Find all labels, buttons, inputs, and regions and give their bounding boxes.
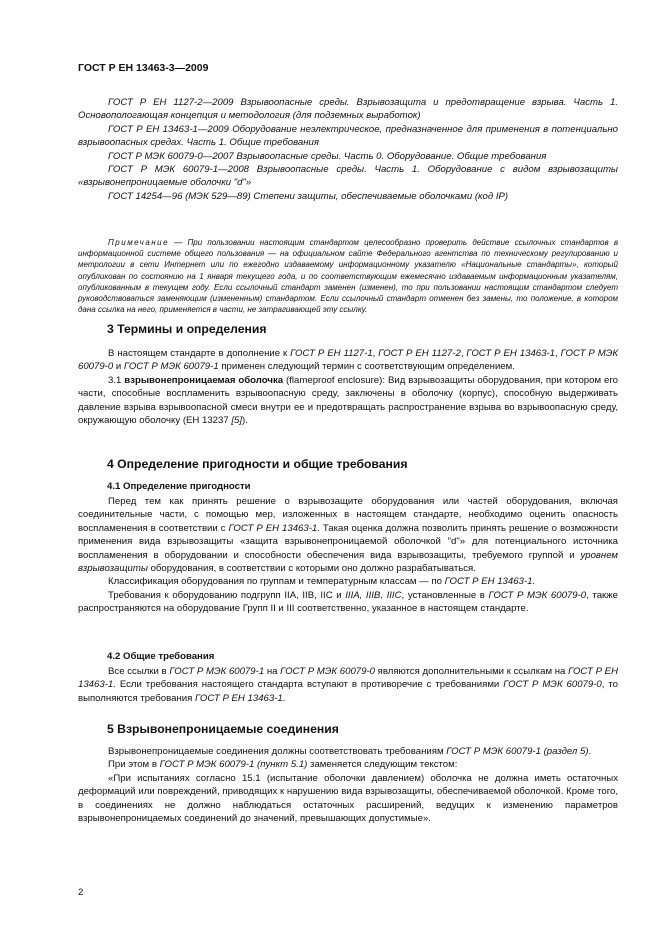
paragraph: Требования к оборудованию подгрупп IIA, IIB, IIC и IIIA, IIIB, IIIC, установленные в ГОСТ Р МЭК 60079-0, также распространяются на оборудование Групп II и III соответственно, указанное в настоящем стандарте. [78, 589, 618, 615]
standard-reference: ГОСТ Р ЕН 13463-1 [194, 692, 283, 704]
subgroup-list: IIIA, IIIB, IIIC [345, 589, 402, 601]
paragraph: Перед тем как принять решение о взрывозащите оборудования или частей оборудования, включая соединительные части, с помощью мер, изложенных в настоящем стандарте, необходимо оценить опасность воспламенения в соответствии с ГОСТ Р ЕН 13463-1. Такая оценка должна позволить принять решение о возможности применения вида взрывозащиты «защита взрывонепроницаемой оболочкой "d"» для потенциального источника воспламенения в оборудовании и способности обеспечения вида взрывозащиты, требуемого группой и уровнем взрывозащиты оборудования, в соответствии с которыми оно должно разрабатываться. [78, 496, 619, 575]
standard-reference: ГОСТ Р МЭК 60079-0 [488, 589, 587, 601]
paragraph: Все ссылки в ГОСТ Р МЭК 60079-1 на ГОСТ Р МЭК 60079-0 являются дополнительными к ссылкам на ГОСТ Р ЕН 13463-1. Если требования настоящего стандарта вступают в противоречие с требованиями ГОСТ Р МЭК 60079-0, то выполняются требования ГОСТ Р ЕН 13463-1. [78, 666, 618, 704]
reference-item: ГОСТ Р МЭК 60079-0—2007 Взрывоопасные среды. Часть 0. Оборудование. Общие требования [108, 150, 547, 162]
term-name: взрывонепроницаемая оболочка [124, 374, 284, 386]
emphasis-term: уровнем взрывозащиты [78, 549, 618, 575]
subsection-4-2-heading: 4.2 Общие требования [107, 651, 215, 662]
paragraph: Классификация оборудования по группам и температурным классам — по ГОСТ Р ЕН 13463-1. [108, 576, 536, 588]
standard-reference: ГОСТ Р ЕН 1127-1 [290, 348, 373, 359]
section-3-paragraph: В настоящем стандарте в дополнение к ГОСТ Р ЕН 1127-1, ГОСТ Р ЕН 1127-2, ГОСТ Р ЕН 13463-1, ГОСТ Р МЭК 60079-0 и ГОСТ Р МЭК 60079-1 применен следующий термин с соответствующим определением. [78, 348, 619, 373]
standard-reference: ГОСТ Р МЭК 60079-0 [280, 666, 375, 677]
standard-reference: ГОСТ Р МЭК 60079-1 (раздел 5) [446, 746, 589, 757]
section-3-body [78, 347, 618, 427]
standard-reference: ГОСТ Р ЕН 13463-1 [78, 666, 618, 691]
reference-item: ГОСТ Р ЕН 13463-1—2009 Оборудование неэлектрическое, предназначенное для применения в потенциально взрывоопасных средах. Часть 1. Общие требования [78, 123, 618, 149]
quoted-replacement-text: «При испытаниях согласно 15.1 (испытание оболочки давлением) оболочка не должна иметь остаточных деформаций или повреждений, приводящих к нарушению вида взрывозащиты, обеспечиваемой оболочкой. Кроме того, в соединениях не должно наблюдаться остаточных расширений, ведущих к изменению параметров взрывонепроницаемых соединений до значений, превышающих допустимые». [78, 772, 618, 825]
subsection-4-1-body [78, 495, 618, 616]
bibliography-citation: [5] [231, 415, 243, 427]
standard-reference: ГОСТ Р МЭК 60079-1 (пункт 5.1) [159, 759, 308, 771]
reference-item: ГОСТ 14254—96 (МЭК 529—89) Степени защиты, обеспечиваемые оболочками (код IP) [108, 190, 509, 202]
section-4-heading: 4 Определение пригодности и общие требования [107, 457, 408, 471]
standard-reference: ГОСТ Р МЭК 60079-0 [503, 679, 602, 691]
standard-reference: ГОСТ Р ЕН 13463-1 [444, 576, 533, 588]
standard-reference: ГОСТ Р МЭК 60079-1 [169, 666, 265, 677]
note-text: — При пользовании настоящим стандартом целесообразно проверить действие ссылочных стандартов в информационной системе общего пользования — на официальном сайте Федерального агентства по техническому регулированию и метрологии в сети Интернет или по ежегодно издаваемому информационному указателю «Национальные стандарты», который опубликован по состоянию на 1 января текущего года, и по соответствующим ежемесячно издаваемым информационным указателям, опубликованным в текущем году. Если ссылочный стандарт заменен (изменен), то при пользовании настоящим стандартом следует руководствоваться заменяющим (измененным) стандартом. Если ссылочный стандарт отменен без замены, то положение, в котором дана ссылка на него, применяется в части, не затрагивающей эту ссылку. [78, 238, 618, 315]
page-number: 2 [78, 887, 84, 898]
reference-item: ГОСТ Р ЕН 1127-2—2009 Взрывоопасные среды. Взрывозащита и предотвращение взрыва. Часть 1. Основопологающая концепция и методология (для подземных выработок) [78, 97, 618, 122]
standard-reference: ГОСТ Р МЭК 60079-0 [78, 348, 619, 373]
standard-reference: ГОСТ Р ЕН 13463-1 [228, 522, 318, 534]
section-5-body [78, 745, 618, 825]
document-header: ГОСТ Р ЕН 13463-3—2009 [78, 62, 209, 74]
note-block [78, 237, 618, 315]
subsection-4-1-heading: 4.1 Определение пригодности [107, 481, 251, 492]
subsection-4-2-body [78, 665, 618, 705]
paragraph: При этом в ГОСТ Р МЭК 60079-1 (пункт 5.1) заменяется следующим текстом: [108, 759, 458, 771]
reference-item: ГОСТ Р МЭК 60079-1—2008 Взрывоопасные среды. Часть 1. Оборудование с видом взрывозащиты «взрывонепроницаемые оболочки "d"» [78, 164, 618, 189]
standard-reference: ГОСТ Р МЭК 60079-1 [123, 361, 219, 373]
paragraph: Взрывонепроницаемые соединения должны соответствовать требованиям ГОСТ Р МЭК 60079-1 (раздел 5). [108, 746, 592, 757]
standard-reference: ГОСТ Р ЕН 13463-1 [466, 348, 555, 359]
normative-references-list [78, 96, 618, 203]
section-5-heading: 5 Взрывонепроницаемые соединения [107, 722, 339, 736]
term-definition: 3.1 взрывонепроницаемая оболочка (flameproof enclosure): Вид взрывозащиты оборудования, при котором его части, способные воспламенить взрывоопасную среду, заключены в оболочку (корпус), способную выдерживать давление взрыва взрывоопасной смеси внутри ее и предотвращать распространение взрыва во взрывоопасную среду, окружающую оболочку (ЕН 13237 [5]). [78, 374, 618, 427]
note-label: Примечание [108, 238, 170, 247]
section-3-heading: 3 Термины и определения [107, 322, 267, 336]
standard-reference: ГОСТ Р ЕН 1127-2 [378, 348, 461, 359]
